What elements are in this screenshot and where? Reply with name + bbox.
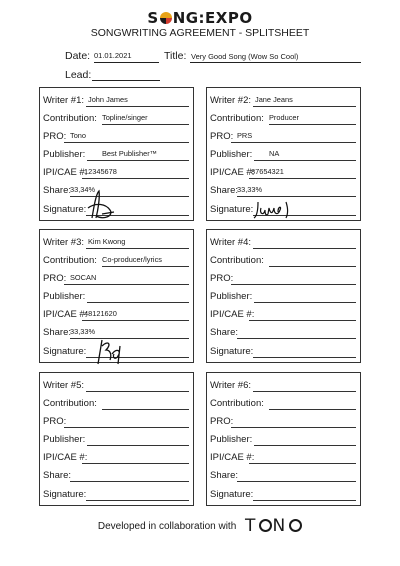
contribution-label: Contribution: [210, 255, 264, 266]
writer-6-publisher-row[interactable] [207, 430, 360, 446]
share-label: Share: [210, 470, 238, 481]
title-label: Title: [164, 50, 187, 62]
ipi-cae-value: 48121620 [84, 309, 117, 318]
share-label: Share: [210, 327, 238, 338]
writer-4-publisher-row[interactable] [207, 287, 360, 303]
publisher-label: Publisher: [43, 434, 86, 445]
writer-1-pro-row[interactable] [40, 127, 193, 143]
share-value: 33,33% [237, 185, 263, 194]
writer-label-label: Writer #5: [43, 380, 85, 391]
publisher-label: Publisher: [43, 149, 86, 160]
signature-writer-2 [252, 198, 294, 222]
writer-5-pro-row[interactable] [40, 412, 193, 428]
contribution-value: Co-producer/lyrics [102, 255, 162, 264]
writer-1-publisher-row[interactable] [40, 145, 193, 161]
writer-3-contribution-row[interactable] [40, 251, 193, 267]
writer-5-publisher-row[interactable] [40, 430, 193, 446]
writer-label-value: Kim Kwong [88, 237, 126, 246]
share-label: Share: [43, 185, 71, 196]
writer-1-writer-label-row[interactable] [40, 91, 193, 107]
lead-label: Lead: [65, 69, 92, 81]
writer-label-label: Writer #2: [210, 95, 252, 106]
publisher-value: NA [269, 149, 280, 158]
writer-2-publisher-row[interactable] [207, 145, 360, 161]
pro-label: PRO: [43, 416, 67, 427]
signature-label: Signature: [210, 489, 254, 500]
writer-2-contribution-row[interactable] [207, 109, 360, 125]
writer-4-signature-row[interactable] [207, 342, 360, 358]
date-value: 01.01.2021 [94, 51, 132, 60]
writer-3-pro-row[interactable] [40, 269, 193, 285]
writer-4-ipi-cae-row[interactable] [207, 305, 360, 321]
pro-label: PRO: [210, 273, 234, 284]
writer-3-publisher-row[interactable] [40, 287, 193, 303]
writer-1-contribution-row[interactable] [40, 109, 193, 125]
writer-label-value: John James [88, 95, 128, 104]
pro-label: PRO: [210, 131, 234, 142]
contribution-label: Contribution: [43, 255, 97, 266]
date-label: Date: [65, 50, 91, 62]
writer-2-ipi-cae-row[interactable] [207, 163, 360, 179]
ipi-cae-label: IPI/CAE #: [43, 167, 88, 178]
signature-label: Signature: [210, 204, 254, 215]
writer-6-contribution-row[interactable] [207, 394, 360, 410]
ipi-cae-label: IPI/CAE #: [210, 309, 255, 320]
share-label: Share: [43, 470, 71, 481]
writer-5-share-row[interactable] [40, 466, 193, 482]
writer-label-label: Writer #3: [43, 237, 85, 248]
pro-value: Tono [70, 131, 87, 140]
writer-6-pro-row[interactable] [207, 412, 360, 428]
writer-label-value: Jane Jeans [255, 95, 293, 104]
writer-5-writer-label-row[interactable] [40, 376, 193, 392]
contribution-label: Contribution: [43, 113, 97, 124]
writer-label-label: Writer #1: [43, 95, 85, 106]
footer [0, 516, 400, 536]
pro-value: PRS [237, 131, 253, 140]
contribution-label: Contribution: [210, 398, 264, 409]
signature-label: Signature: [43, 204, 87, 215]
ipi-cae-value: 87654321 [251, 167, 284, 176]
title-value: Very Good Song (Wow So Cool) [191, 52, 299, 61]
writer-box-6 [206, 372, 361, 506]
songexpo-logo: S NG:EXPO [147, 9, 253, 27]
ipi-cae-value: 12345678 [84, 167, 117, 176]
share-value: 33,34% [70, 185, 96, 194]
writer-box-4 [206, 229, 361, 363]
signature-label: Signature: [43, 489, 87, 500]
contribution-label: Contribution: [210, 113, 264, 124]
ipi-cae-label: IPI/CAE #: [43, 452, 88, 463]
share-label: Share: [43, 327, 71, 338]
contribution-value: Topline/singer [102, 113, 148, 122]
writer-label-label: Writer #6: [210, 380, 252, 391]
pro-label: PRO: [43, 131, 67, 142]
writer-box-5 [39, 372, 194, 506]
signature-label: Signature: [43, 346, 87, 357]
share-label: Share: [210, 185, 238, 196]
pro-label: PRO: [210, 416, 234, 427]
ipi-cae-label: IPI/CAE #: [210, 452, 255, 463]
contribution-value: Producer [269, 113, 299, 122]
writer-6-ipi-cae-row[interactable] [207, 448, 360, 464]
writer-2-share-row[interactable] [207, 181, 360, 197]
share-value: 33,33% [70, 327, 96, 336]
ipi-cae-label: IPI/CAE #: [210, 167, 255, 178]
footer-text: Developed in collaboration with [97, 521, 237, 532]
signature-writer-3 [92, 336, 126, 368]
writer-4-pro-row[interactable] [207, 269, 360, 285]
writer-4-contribution-row[interactable] [207, 251, 360, 267]
publisher-label: Publisher: [210, 434, 253, 445]
writer-label-label: Writer #4: [210, 237, 252, 248]
contribution-label: Contribution: [43, 398, 97, 409]
publisher-label: Publisher: [43, 291, 86, 302]
writer-6-writer-label-row[interactable] [207, 376, 360, 392]
signature-writer-1 [84, 188, 118, 224]
pro-label: PRO: [43, 273, 67, 284]
writer-4-writer-label-row[interactable] [207, 233, 360, 249]
writer-3-writer-label-row[interactable] [40, 233, 193, 249]
signature-label: Signature: [210, 346, 254, 357]
writer-5-contribution-row[interactable] [40, 394, 193, 410]
publisher-value: Best Publisher™ [102, 149, 158, 158]
publisher-label: Publisher: [210, 291, 253, 302]
writer-6-share-row[interactable] [207, 466, 360, 482]
ipi-cae-label: IPI/CAE #: [43, 309, 88, 320]
writer-4-share-row[interactable] [207, 323, 360, 339]
writer-2-writer-label-row[interactable] [207, 91, 360, 107]
tono-logo: T N [245, 516, 302, 536]
logo-circle-icon [160, 12, 172, 24]
pro-value: SOCAN [70, 273, 97, 282]
writer-5-ipi-cae-row[interactable] [40, 448, 193, 464]
document-subtitle: SONGWRITING AGREEMENT - SPLITSHEET [90, 27, 310, 39]
writer-6-signature-row[interactable] [207, 485, 360, 501]
publisher-label: Publisher: [210, 149, 253, 160]
writer-2-pro-row[interactable] [207, 127, 360, 143]
writer-1-ipi-cae-row[interactable] [40, 163, 193, 179]
writer-5-signature-row[interactable] [40, 485, 193, 501]
writer-3-ipi-cae-row[interactable] [40, 305, 193, 321]
